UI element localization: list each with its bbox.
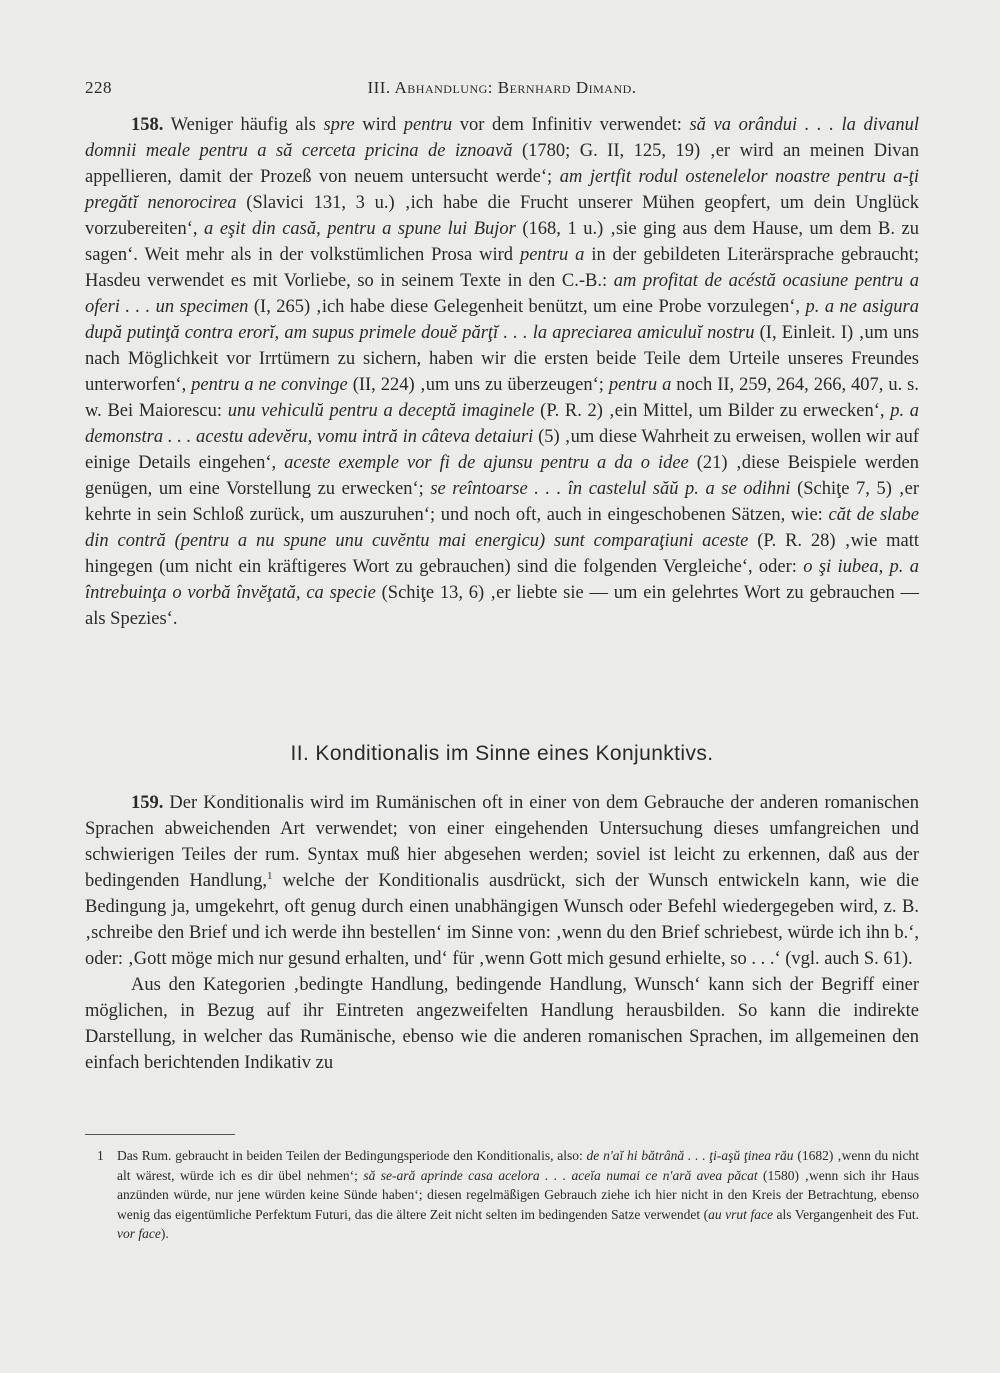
- text-run: (1580) ‚wenn sich ihr Haus anzünden würde, nur jene würden keine Sünde haben‘; diesen regelmäßigen Gebrauch ziehe ich hier nicht in den Kreis der Betrachtung, ebenso wenig das eigentümliche Perfektum Futuri, das die ältere Zeit nicht selten im bedingenden Satze verwendet (: [117, 1167, 920, 1222]
- text-run: (5) ‚um diese Wahrheit zu erweisen, wollen wir auf einige Details eingehen‘,: [85, 427, 919, 473]
- italic-run: pentru a ne convinge: [191, 375, 348, 395]
- text-run: Der Konditionalis wird im Rumänischen oft in einer von dem Gebrauche der anderen romanischen Sprachen abweichenden Art verwendet; von einer eingehenden Untersuchung dieses umfangreichen und schwierigen Teiles der rum. Syntax muß hier abgesehen werden; soviel ist leicht zu erkennen, daß aus der bedingenden Handlung,: [85, 793, 919, 891]
- text-run: (168, 1 u.) ‚sie ging aus dem Hause, um dem B. zu sagen‘. Weit mehr als in der volkstümlichen Prosa wird: [85, 219, 920, 265]
- text-run: welche der Konditionalis ausdrückt, sich der Wunsch entwickeln kann, wie die Bedingung ja, umgekehrt, oft genug durch einen unabhängigen Wunsch oder Befehl wiedergegeben wird, z. B. ‚schreibe den Brief und ich werde ihn bestellen‘ im Sinne von: ‚wenn du den Brief schriebest, würde ich ihn b.‘, oder: ‚Gott möge mich nur gesund erhalten, und‘ für ‚wenn Gott mich gesund erhielte, so . . .‘ (vgl. auch S. 61).: [85, 871, 919, 969]
- italic-run: căt de slabe din contră (pentru a nu spune unu cuvĕntu mai energicu) sunt comparaţiuni aceste: [85, 505, 920, 551]
- text-run: (P. R. 28) ‚wie matt hingegen (um nicht ein kräftigeres Wort zu gebrauchen) sind die folgenden Vergleiche‘, oder:: [85, 531, 919, 577]
- italic-run: am jertfit rodul ostenelelor noastre pentru a-ţi pregătĭ nenorocirea: [85, 167, 919, 213]
- italic-run: vor face: [117, 1226, 161, 1241]
- footnote-reference[interactable]: 1: [267, 869, 273, 882]
- section-number: 158.: [131, 115, 164, 135]
- footnote: [97, 1146, 920, 1244]
- italic-run: să se-ară aprinde casa acelora . . . aceĭa numai ce n'ară avea păcat: [363, 1167, 758, 1183]
- text-run: (II, 224) ‚um uns zu überzeugen‘;: [347, 375, 609, 395]
- text-run: (P. R. 2) ‚ein Mittel, um Bilder zu erwecken‘,: [534, 401, 891, 421]
- text-run: wird: [354, 115, 404, 135]
- text-run: (Schiţe 7, 5) ‚er kehrte in sein Schloß zurück, um auszuruhen‘; und noch oft, auch in eingeschobenen Sätzen, wie:: [85, 479, 919, 525]
- text-run: ).: [160, 1226, 169, 1241]
- page-header: [85, 78, 919, 102]
- footnote-divider: [85, 1134, 235, 1135]
- italic-run: aceste exemple vor fi de ajunsu pentru a da o idee: [284, 453, 689, 473]
- italic-run: pentru a: [519, 245, 585, 265]
- italic-run: unu vehiculŭ pentru a deceptă imaginele: [227, 401, 535, 421]
- text-run: (1780; G. II, 125, 19) ‚er wird an meinen Divan appellieren, damit der Prozeß von neuem untersucht werde‘;: [85, 141, 919, 187]
- italic-run: spre: [323, 115, 355, 135]
- text-run: (I, Einleit. I) ‚um uns nach Möglichkeit vor Irrtümern zu sichern, haben wir die ersten beide Teile dem Urteile unseres Freundes unterworfen‘,: [85, 323, 919, 395]
- text-run: (Slavici 131, 3 u.) ‚ich habe die Frucht unserer Mühen geopfert, um dein Unglück vorzubereiten‘,: [85, 193, 919, 239]
- running-title: III. Abhandlung: Bernhard Dimand.: [367, 78, 637, 97]
- text-run: (1682) ‚wenn du nicht alt wärest, würde ich es dir übel nehmen‘;: [117, 1148, 919, 1183]
- italic-run: să va orândui . . . la divanul domnii meale pentru a să cerceta pricina de iznoavă: [85, 115, 919, 161]
- italic-run: pentru: [403, 115, 453, 135]
- paragraph-158: [85, 112, 919, 632]
- text-run: (Schiţe 13, 6) ‚er liebte sie — um ein gelehrtes Wort zu gebrauchen — als Spezies‘.: [85, 583, 919, 629]
- italic-run: de n'aĭ hi bătrână . . . ţi-aşŭ ţinea rău: [586, 1148, 794, 1163]
- italic-run: au vrut face: [708, 1206, 773, 1222]
- section-heading: II. Konditionalis im Sinne eines Konjunktivs.: [290, 742, 714, 765]
- text-run: Weniger häufig als: [163, 115, 324, 135]
- text-run: Das Rum. gebraucht in beiden Teilen der Bedingungsperiode den Konditionalis, also:: [117, 1148, 587, 1163]
- text-run: als Vergangenheit des Fut.: [772, 1206, 920, 1222]
- footnote-mark: 1: [97, 1148, 104, 1163]
- italic-run: p. a demonstra . . . acestu adevĕru, vomu intră in câteva detaiuri: [85, 401, 920, 447]
- text-run: noch II, 259, 264, 266, 407, u. s. w. Bei Maiorescu:: [85, 375, 919, 421]
- section-number: 159.: [131, 793, 164, 813]
- paragraph-160: Aus den Kategorien ‚bedingte Handlung, bedingende Handlung, Wunsch‘ kann sich der Begriff einer möglichen, in Bezug auf ihr Eintreten angezweifelten Handlung herausbilden. So kann die indirekte Darstellung, in welcher das Rumänische, ebenso wie die anderen romanischen Sprachen, im allgemeinen den einfach berichtenden Indikativ zu: [85, 975, 919, 1073]
- paragraph-159: [85, 790, 919, 972]
- text-run: in der gebildeten Literärsprache gebraucht; Hasdeu verwendet es mit Vorliebe, so in seinem Texte in den C.-B.:: [85, 245, 919, 291]
- italic-run: pentru a: [608, 375, 672, 395]
- italic-run: am profitat de acéstă ocasiune pentru a oferi . . . un specimen: [85, 271, 920, 317]
- page-number: 228: [85, 78, 112, 97]
- section-158: [85, 112, 919, 632]
- text-run: vor dem Infinitiv verwendet:: [452, 115, 690, 135]
- italic-run: a eşit din casă, pentru a spune lui Bujor: [204, 219, 516, 239]
- section-159: [85, 790, 919, 1076]
- italic-run: se reîntoarse . . . în castelul săŭ p. a se odihni: [430, 479, 791, 499]
- text-run: (I, 265) ‚ich habe diese Gelegenheit benützt, um eine Probe vorzulegen‘,: [248, 297, 806, 317]
- italic-run: p. a ne asigura după putinţă contra erorĭ, am supus primele douĕ părţĭ . . . la apreciarea amiculuĭ nostru: [85, 297, 919, 343]
- italic-run: o şi iubea, p. a întrebuinţa o vorbă învĕţată, ca specie: [85, 557, 919, 603]
- text-run: (21) ‚diese Beispiele werden genügen, um eine Vorstellung zu erwecken‘;: [85, 453, 920, 499]
